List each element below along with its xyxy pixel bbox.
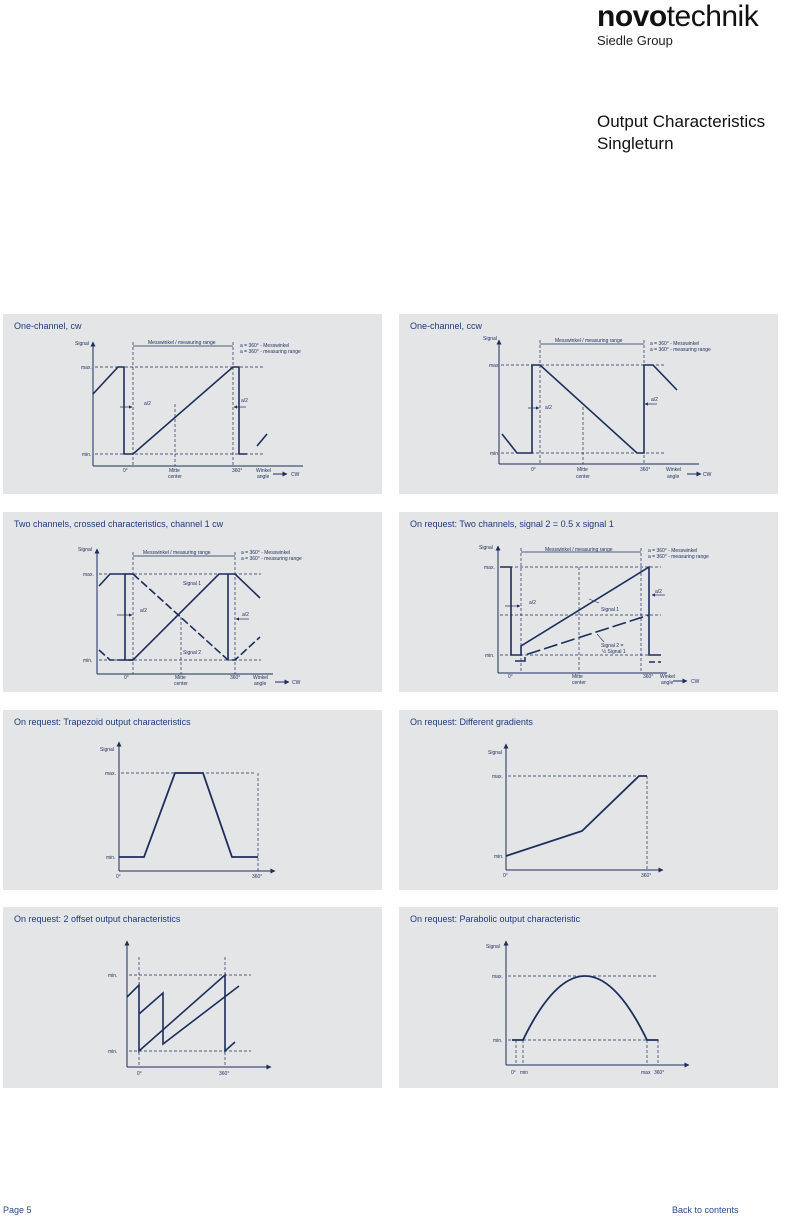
panel-title: On request: Different gradients [410,717,533,727]
tick-0: 0° [116,874,121,880]
label-min: min. [106,855,116,861]
label-max: max. [489,363,500,369]
tick-min: min [520,1070,529,1076]
tick-0: 0° [511,1070,516,1076]
panel-two-channels-crossed [3,512,382,692]
label-min: min. [493,1038,503,1044]
panel-different-gradients [399,710,778,890]
label-a-half: a/2 [655,589,662,595]
label-a-half: a/2 [140,608,147,614]
brand-name-light: technik [666,0,759,33]
label-signal2: Signal 2 [183,650,202,656]
panel-title: One-channel, cw [14,321,82,331]
axis-label-signal: Signal [78,547,92,553]
label-half-signal1: ½ Signal 1 [602,649,626,655]
axis-label-signal: Signal [488,750,502,756]
label-a-de: a = 360° - Messwinkel [240,343,290,349]
label-min: min. [108,973,118,979]
page-title-line1: Output Characteristics [597,112,766,131]
panel-title: On request: Parabolic output characteristic [410,914,581,924]
label-min: min. [490,451,500,457]
label-signal1: Signal 1 [183,581,202,587]
brand-logo [597,2,758,48]
diagram-offset [3,907,382,1088]
panel-parabolic [399,907,778,1088]
label-a-half: a/2 [242,612,249,618]
panel-one-channel-ccw [399,314,778,494]
label-max: max. [492,974,503,980]
tick-0: 0° [503,873,508,879]
tick-0: 0° [508,674,513,680]
label-cw: CW [291,472,300,478]
label-max: max. [484,565,495,571]
label-max: max. [83,572,94,578]
label-center: center [174,681,188,687]
label-mitte: Mitte [175,675,186,681]
tick-0: 0° [123,468,128,474]
tick-360: 360° [640,467,651,473]
label-range: Messwinkel / measuring range [545,547,613,553]
tick-360: 360° [230,675,241,681]
label-mitte: Mitte [577,467,588,473]
diagram-parabolic [399,907,778,1088]
label-a-en: a = 360° - measuring range [240,349,301,355]
tick-0: 0° [531,467,536,473]
panel-title: On request: Two channels, signal 2 = 0.5 x signal 1 [410,519,614,529]
label-a-half: a/2 [144,401,151,407]
label-winkel: Winkel [253,675,269,681]
panel-title: One-channel, ccw [410,321,483,331]
panel-trapezoid [3,710,382,890]
label-cw: CW [703,472,712,478]
label-a-de: a = 360° - Messwinkel [648,548,698,554]
label-range: Messwinkel / measuring range [555,338,623,344]
tick-360: 360° [232,468,243,474]
diagram-trapezoid [3,710,382,890]
label-a-de: a = 360° - Messwinkel [650,341,700,347]
axis-label-signal: Signal [100,747,114,753]
back-to-contents-link[interactable]: Back to contents [672,1205,739,1215]
label-mitte: Mitte [169,468,180,474]
tick-360: 360° [643,674,654,680]
axis-label-signal: Signal [479,545,493,551]
label-min: min. [83,658,93,664]
panel-title: On request: 2 offset output characteristics [14,914,181,924]
label-winkel: Winkel [256,468,272,474]
label-winkel: Winkel [660,674,676,680]
diagram-one-channel-cw [3,314,382,494]
label-cw: CW [691,679,700,685]
brand-subtitle: Siedle Group [597,33,673,48]
tick-360: 360° [252,874,263,880]
panel-offset [3,907,382,1088]
axis-label-signal: Signal [486,944,500,950]
label-min: min. [82,452,92,458]
panel-title: Two channels, crossed characteristics, channel 1 cw [14,519,224,529]
panel-one-channel-cw [3,314,382,494]
axis-label-signal: Signal [75,341,89,347]
tick-360: 360° [654,1070,665,1076]
panel-title: On request: Trapezoid output characteristics [14,717,191,727]
label-max: max. [105,771,116,777]
label-center: center [576,474,590,480]
label-range: Messwinkel / measuring range [143,550,211,556]
diagram-two-channels-half [399,512,778,692]
label-winkel: Winkel [666,467,682,473]
page-number: Page 5 [3,1205,32,1215]
diagram-two-channels-crossed [3,512,382,692]
label-angle: angle [667,474,680,480]
label-range: Messwinkel / measuring range [148,340,216,346]
tick-360: 360° [641,873,652,879]
label-min: min. [494,854,504,860]
label-signal2-eq: Signal 2 = [601,643,624,649]
diagram-one-channel-ccw [399,314,778,494]
label-angle: angle [661,680,674,686]
tick-360: 360° [219,1071,230,1077]
label-center: center [168,474,182,480]
label-a-half: a/2 [651,397,658,403]
label-min: min. [485,653,495,659]
label-mitte: Mitte [572,674,583,680]
label-max: max. [492,774,503,780]
label-a-en: a = 360° - measuring range [650,347,711,353]
label-a-en: a = 360° - measuring range [648,554,709,560]
label-min: min. [108,1049,118,1055]
label-angle: angle [254,681,267,687]
tick-max: max [641,1070,651,1076]
tick-0: 0° [124,675,129,681]
page-title-line2: Singleturn [597,134,674,153]
label-a-half: a/2 [241,398,248,404]
label-max: max. [81,365,92,371]
page-title [597,111,765,155]
label-cw: CW [292,680,301,686]
label-a-half: a/2 [529,600,536,606]
tick-0: 0° [137,1071,142,1077]
brand-name-bold: novo [597,0,667,33]
panel-two-channels-half [399,512,778,692]
axis-label-signal: Signal [483,336,497,342]
label-center: center [572,680,586,686]
label-signal1: Signal 1 [601,607,620,613]
label-a-half: a/2 [545,405,552,411]
label-a-en: a = 360° - measuring range [241,556,302,562]
label-angle: angle [257,474,270,480]
label-a-de: a = 360° - Messwinkel [241,550,291,556]
diagram-different-gradients [399,710,778,890]
